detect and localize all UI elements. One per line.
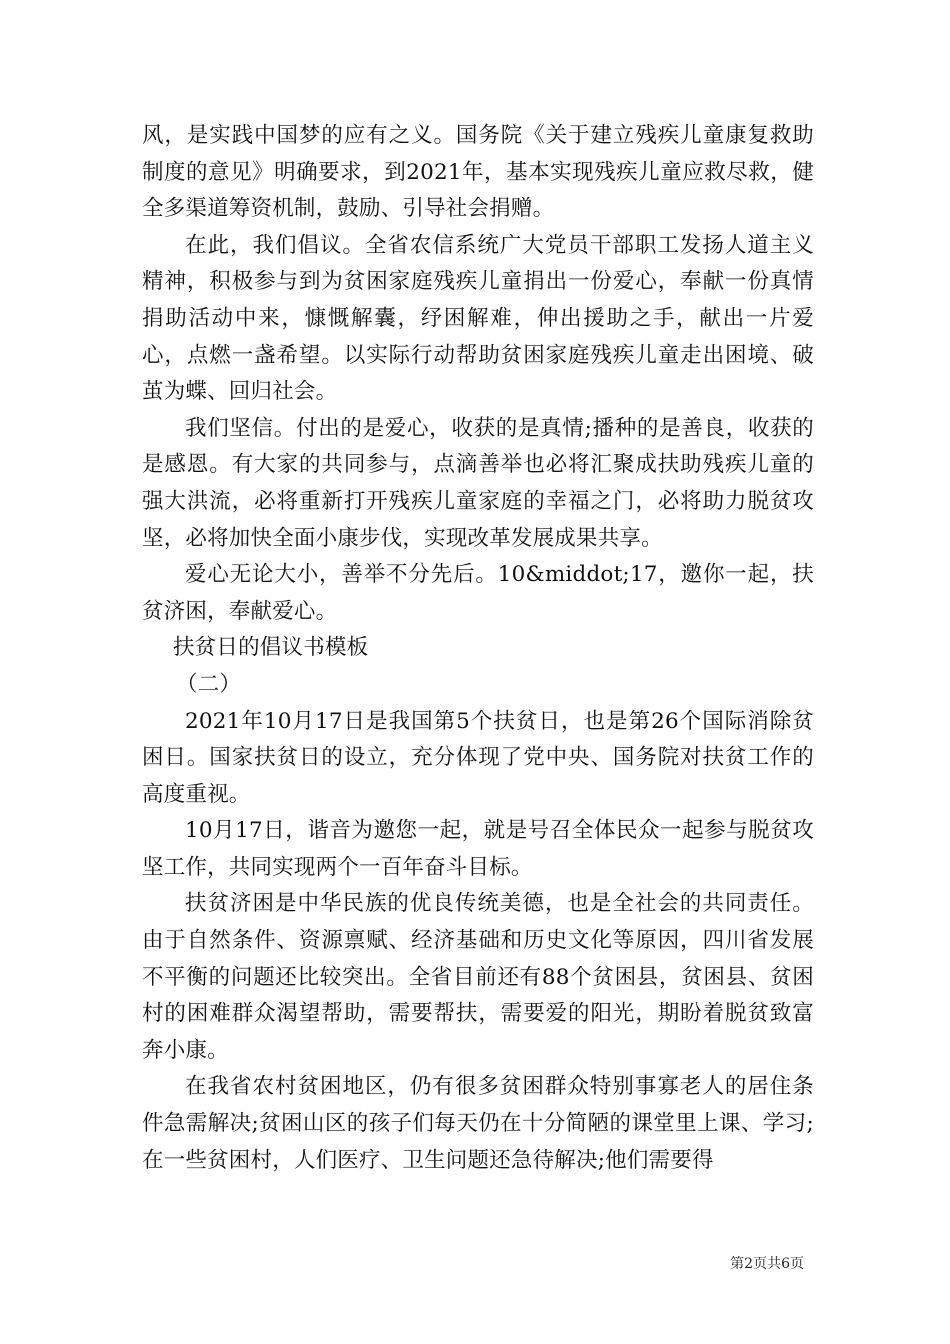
- paragraph-proposal: 在此，我们倡议。全省农信系统广大党员干部职工发扬人道主义精神，积极参与到为贫困家庭残疾儿童捐出一份爱心，奉献一份真情捐助活动中来，慷慨解囊，纾困解难，伸出援助之手，献出一片爱心，点燃一盏希望。以实际行动帮助贫困家庭残疾儿童走出困境、破茧为蝶、回归社会。: [142, 232, 814, 405]
- document-body: [142, 118, 814, 1179]
- paragraph-poverty-day: 2021年10月17日是我国第5个扶贫日，也是第26个国际消除贫困日。国家扶贫日的设立，充分体现了党中央、国务院对扶贫工作的高度重视。: [142, 708, 814, 807]
- paragraph-october-17: 10月17日，谐音为邀您一起，就是号召全体民众一起参与脱贫攻坚工作，共同实现两个一百年奋斗目标。: [142, 818, 814, 880]
- paragraph-continuation: 风，是实践中国梦的应有之义。国务院《关于建立残疾儿童康复救助制度的意见》明确要求，到2021年，基本实现残疾儿童应救尽救，健全多渠道筹资机制，鼓励、引导社会捐赠。: [142, 123, 814, 222]
- section-number: （二）: [176, 671, 242, 697]
- page-number: 第2页共6页: [730, 1256, 804, 1272]
- paragraph-invitation: 爱心无论大小，善举不分先后。10&middot;17，邀你一起，扶贫济困，奉献爱心。: [142, 562, 814, 624]
- section-title: 扶贫日的倡议书模板: [173, 635, 369, 661]
- paragraph-responsibility: 扶贫济困是中华民族的优良传统美德，也是全社会的共同责任。由于自然条件、资源禀赋、经济基础和历史文化等原因，四川省发展不平衡的问题还比较突出。全省目前还有88个贫困县，贫困县、贫困村的困难群众渴望帮助，需要帮扶，需要爱的阳光，期盼着脱贫致富奔小康。: [142, 891, 814, 1063]
- paragraph-rural-areas: 在我省农村贫困地区，仍有很多贫困群众特别事寡老人的居住条件急需解决;贫困山区的孩子们每天仍在十分简陋的课堂里上课、学习;在一些贫困村，人们医疗、卫生问题还急待解决;他们需要得: [142, 1074, 814, 1173]
- paragraph-belief: 我们坚信。付出的是爱心，收获的是真情;播种的是善良，收获的是感恩。有大家的共同参与，点滴善举也必将汇聚成扶助残疾儿童的强大洪流，必将重新打开残疾儿童家庭的幸福之门，必将助力脱贫攻坚，必将加快全面小康步伐，实现改革发展成果共享。: [142, 415, 814, 551]
